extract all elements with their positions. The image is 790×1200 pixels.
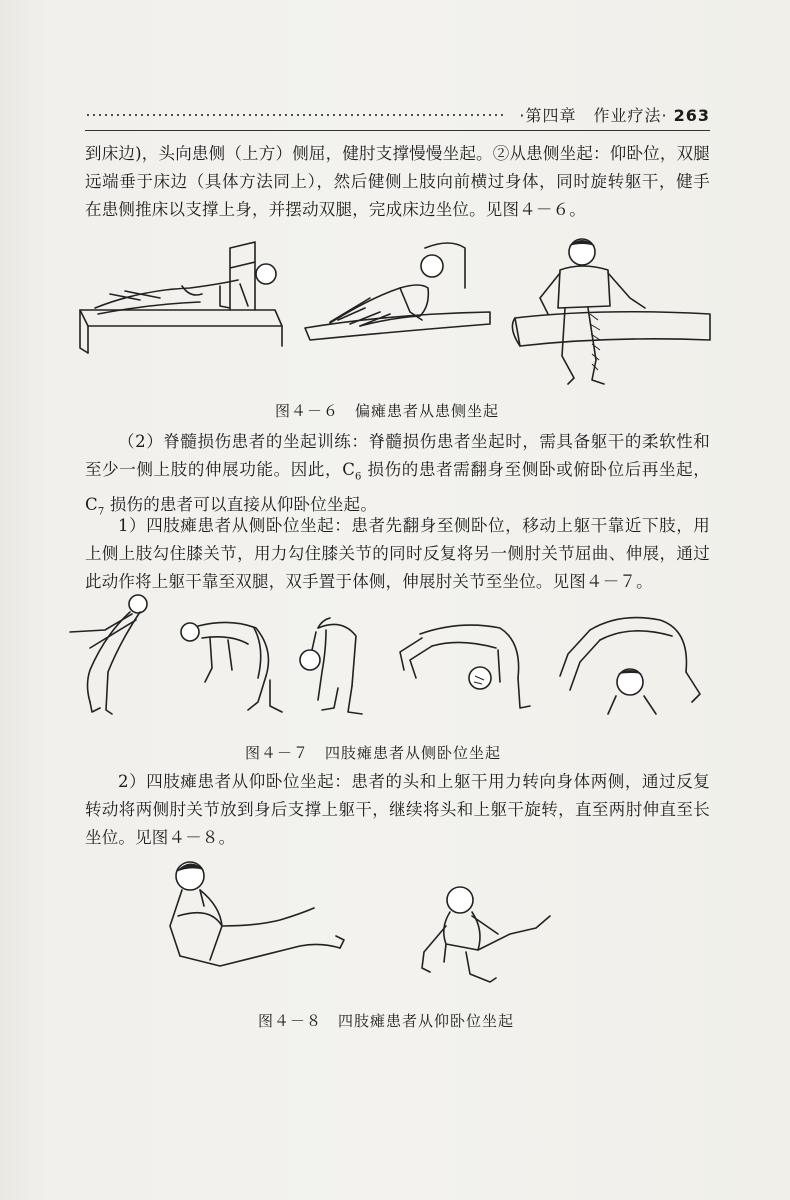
figure-4-7-caption: 图４－７ 四肢瘫患者从侧卧位坐起 — [245, 744, 502, 762]
figure-4-7-illustration — [60, 590, 720, 730]
running-header — [85, 102, 710, 131]
figure-4-8 — [160, 856, 580, 1006]
header-dot-leader — [85, 108, 505, 122]
paragraph-tetraplegia-supine: 2）四肢瘫患者从仰卧位坐起：患者的头和上躯干用力转向身体两侧，通过反复转动将两侧肘关节放到身后支撑上躯干，继续将头和上躯干旋转，直至两肘伸直至长坐位。见图４－８。 — [85, 772, 710, 847]
paragraph-spinal-injury-sitting: （2）脊髓损伤患者的坐起训练：脊髓损伤患者坐起时，需具备躯干的柔软性和至少一侧上肢的伸展功能。因此，$C_6$ 损伤的患者需翻身至侧卧或俯卧位后再坐起，$C_7$ 损伤的患者可以直接从仰卧位坐起。 — [85, 432, 711, 518]
figure-4-7 — [60, 590, 720, 730]
figure-4-6-illustration — [70, 228, 720, 393]
paragraph-hemiplegia-sitting: 到床边)，头向患侧（上方）侧屈，健肘支撑慢慢坐起。②从患侧坐起：仰卧位，双腿远端垂于床边（具体方法同上），然后健侧上肢向前横过身体，同时旋转躯干，健手在患侧推床以支撑上身，并摆动双腿，完成床边坐位。见图４－６。 — [85, 144, 710, 219]
header-chapter: ·第四章 作业疗法· — [519, 106, 668, 125]
figure-4-6-caption: 图４－６ 偏瘫患者从患侧坐起 — [275, 402, 500, 420]
paragraph-tetraplegia-lateral: 1）四肢瘫患者从侧卧位坐起：患者先翻身至侧卧位，移动上躯干靠近下肢，用上侧上肢勾住膝关节，用力勾住膝关节的同时反复将另一侧肘关节屈曲、伸展，通过此动作将上躯干靠至双腿，双手置于体侧，伸展肘关节至坐位。见图４－７。 — [85, 516, 710, 591]
figure-4-8-caption: 图４－８ 四肢瘫患者从仰卧位坐起 — [258, 1012, 515, 1030]
page-number: 263 — [673, 106, 710, 125]
figure-4-8-illustration — [160, 856, 580, 1006]
figure-4-6 — [70, 228, 720, 393]
